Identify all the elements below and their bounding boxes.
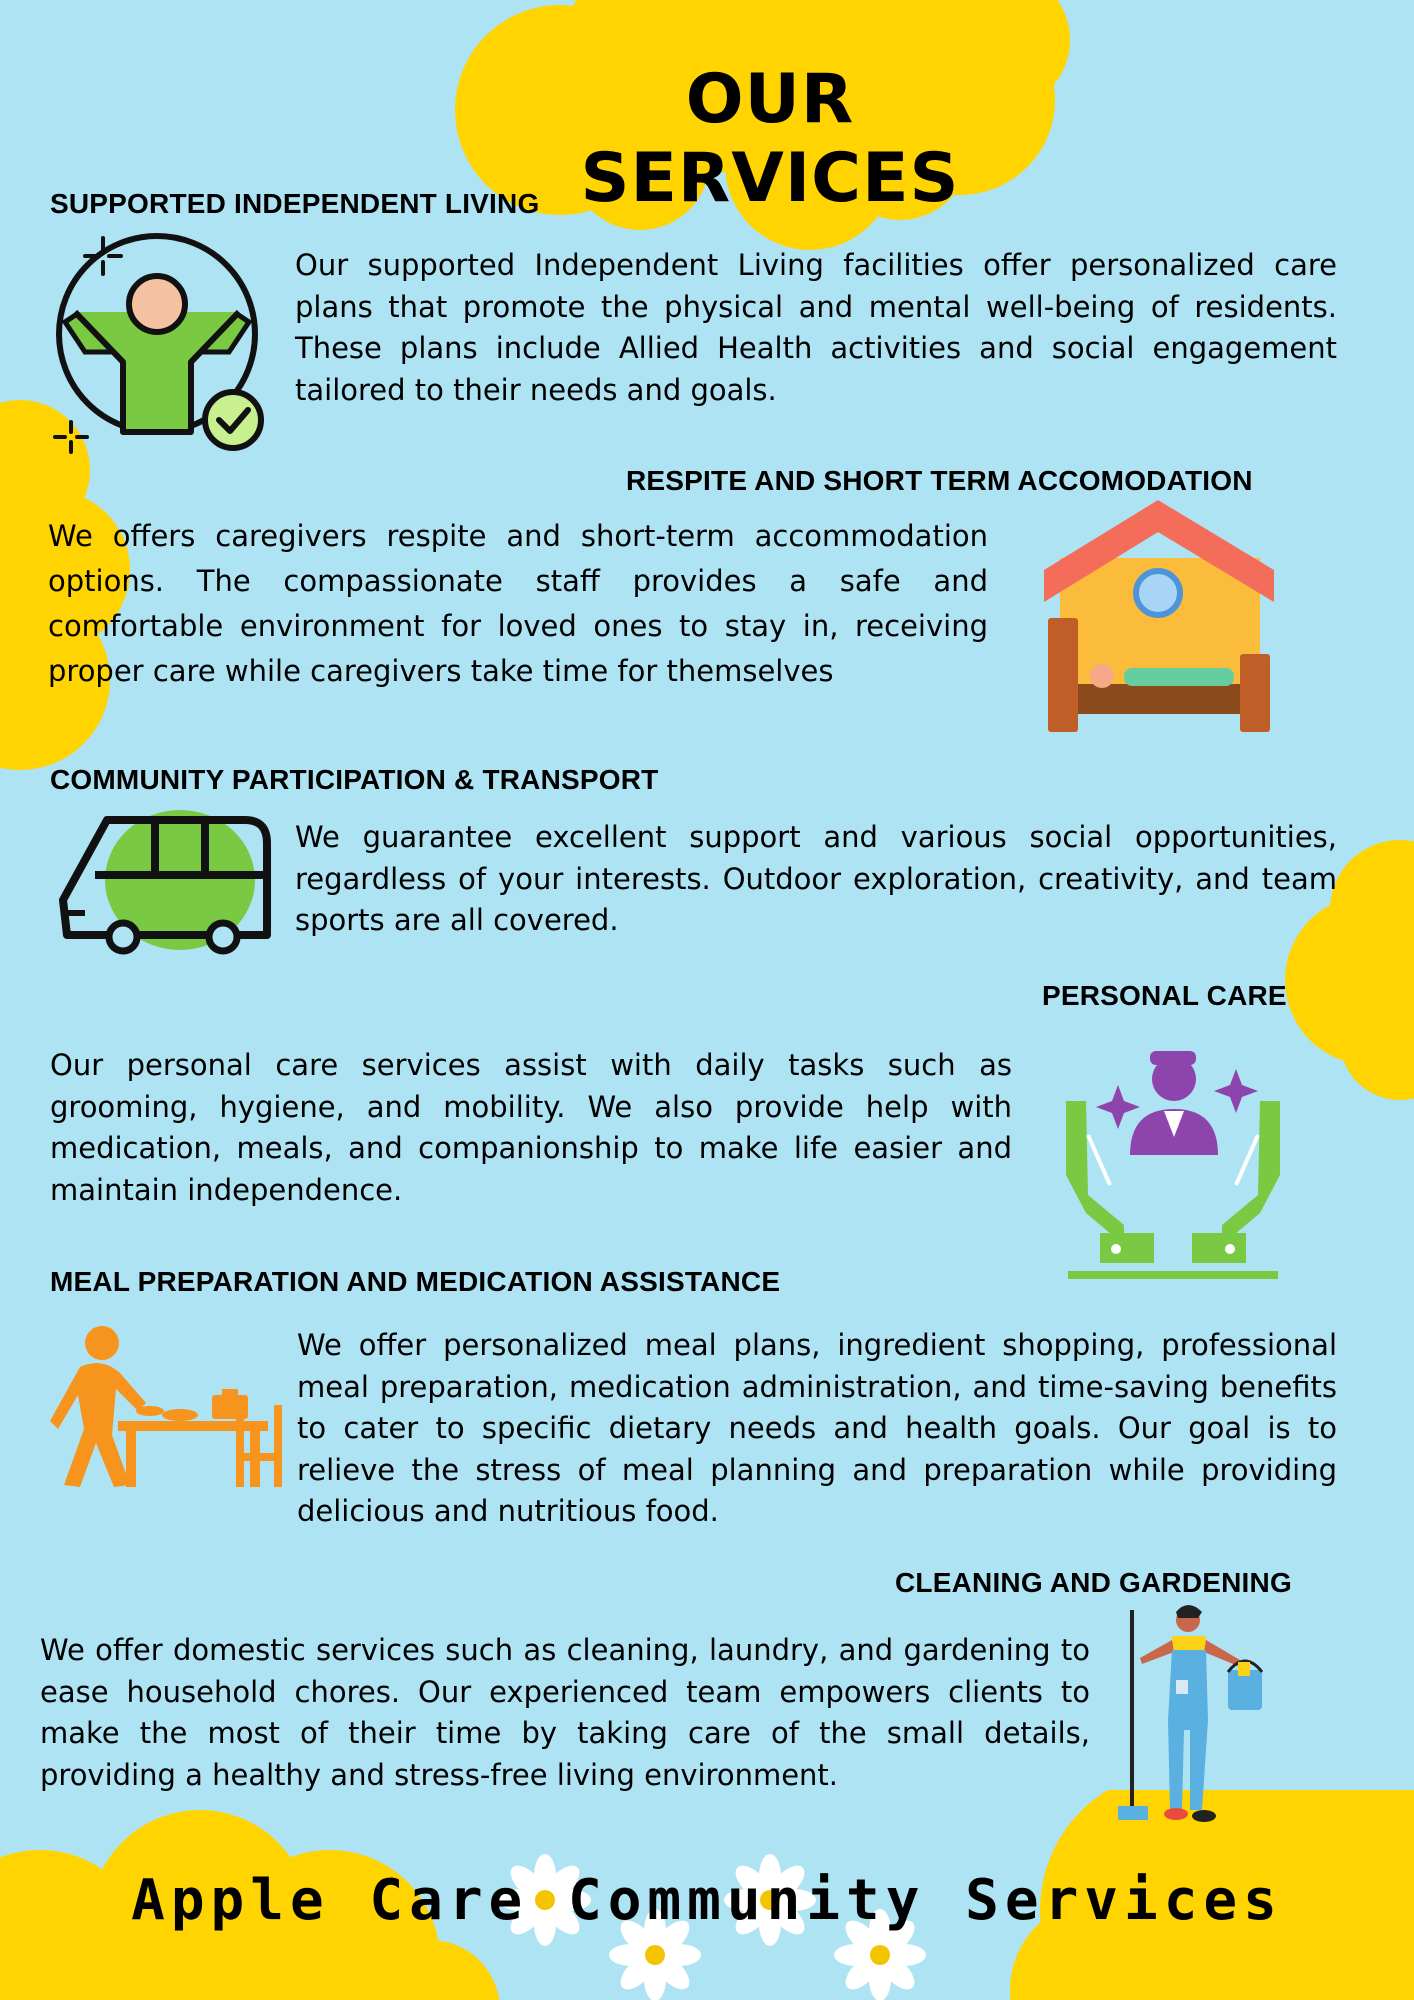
section-text-cleaning: We offer domestic services such as cleaning, laundry, and gardening to ease household chores. Our experienced team empowers clients to make the most of their time by taking care of the small details, providing a healthy and stress-free living environment. [40, 1633, 1090, 1792]
section-text-supported-living: Our supported Independent Living facilities offer personalized care plans that promote the physical and mental well-being of residents. These plans include Allied Health activities and social engagement tailored to their needs and goals. [295, 248, 1337, 407]
house-bed-icon [1040, 498, 1278, 738]
section-heading-supported-living: SUPPORTED INDEPENDENT LIVING [50, 188, 540, 219]
section-text-meal: We offer personalized meal plans, ingredient shopping, professional meal preparation, medication administration, and time-saving benefits to cater to specific dietary needs and health goals. Our goal is to relieve the stress of meal planning and preparation while providing delicious and nutritious food. [297, 1328, 1337, 1528]
section-heading-community: COMMUNITY PARTICIPATION & TRANSPORT [50, 764, 659, 795]
section-heading-respite: RESPITE AND SHORT TERM ACCOMODATION [626, 465, 1253, 496]
section-heading-personal-care: PERSONAL CARE [1042, 980, 1287, 1011]
cleaner-icon [1110, 1600, 1270, 1835]
caring-hands-icon [1060, 1045, 1286, 1281]
serving-table-icon [50, 1325, 290, 1490]
section-heading-meal: MEAL PREPARATION AND MEDICATION ASSISTANCE [50, 1266, 781, 1297]
section-text-personal-care: Our personal care services assist with daily tasks such as grooming, hygiene, and mobility. We also provide help with medication, meals, and companionship to make life easier and maintain independence. [50, 1048, 1012, 1207]
section-text-community: We guarantee excellent support and various social opportunities, regardless of your interests. Outdoor exploration, creativity, and team sports are all covered. [295, 820, 1337, 937]
person-check-icon [45, 232, 275, 457]
section-heading-cleaning: CLEANING AND GARDENING [895, 1567, 1292, 1598]
van-icon [55, 805, 275, 965]
page-title: OUR SERVICES [580, 60, 960, 218]
section-text-respite: We offers caregivers respite and short-term accommodation options. The compassionate staff provides a safe and comfortable environment for loved ones to stay in, receiving proper care while caregivers take time for themselves [48, 519, 988, 688]
footer-brand: Apple Care Community Services [131, 1868, 1283, 1933]
